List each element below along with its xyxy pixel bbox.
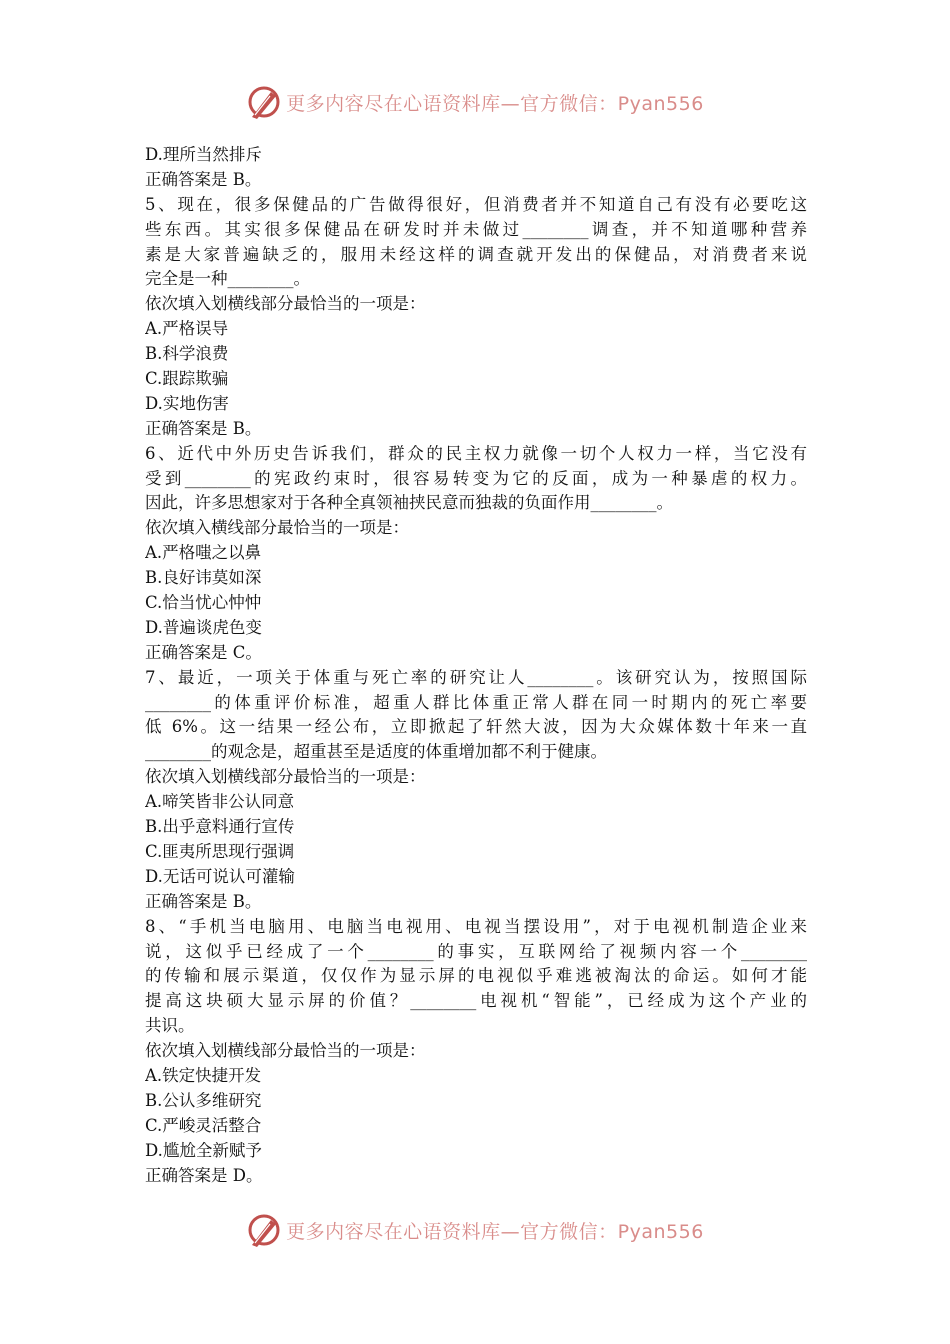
text-line: 低 6%。这一结果一经公布，立即掀起了轩然大波，因为大众媒体数十年来一直	[145, 717, 807, 737]
text-line: D.理所当然排斥	[145, 145, 262, 164]
text-line: 素是大家普遍缺乏的，服用未经这样的调查就开发出的保健品，对消费者来说	[145, 244, 807, 264]
text-line: 依次填入划横线部分最恰当的一项是：	[145, 294, 426, 314]
text-line: 依次填入划横线部分最恰当的一项是：	[145, 767, 426, 787]
text-line: 8、“手机当电脑用、电脑当电视用、电视当摆设用”，对于电视机制造企业来	[145, 916, 807, 936]
text-line: 依次填入横线部分最恰当的一项是：	[145, 518, 409, 538]
text-line: 正确答案是 C。	[145, 642, 262, 662]
text-line: 提高这块硕大显示屏的价值？________电视机“智能”，已经成为这个产业的	[145, 991, 807, 1011]
pen-logo-icon	[246, 1212, 282, 1248]
text-line: 些东西。其实很多保健品在研发时并未做过________调查，并不知道哪种营养	[145, 219, 807, 239]
text-line: B.良好讳莫如深	[145, 568, 262, 588]
text-line: A.啼笑皆非公认同意	[145, 792, 295, 812]
text-line: ________的观念是，超重甚至是适度的体重增加都不利于健康。	[145, 742, 607, 762]
text-line: 因此，许多思想家对于各种全真领袖挟民意而独裁的负面作用________。	[145, 493, 673, 513]
text-line: B.公认多维研究	[145, 1090, 262, 1110]
footer-banner-text: 更多内容尽在心语资料库—官方微信：Pyan556	[286, 1220, 704, 1243]
text-line: 正确答案是 D。	[145, 1165, 263, 1185]
document-body	[145, 143, 807, 1188]
text-line: 正确答案是 B。	[145, 891, 262, 911]
text-line: 共识。	[145, 1016, 195, 1036]
text-line: A.严格嗤之以鼻	[145, 543, 262, 563]
text-line: C.跟踪欺骗	[145, 369, 229, 389]
header-banner	[0, 82, 950, 122]
text-line: D.实地伤害	[145, 393, 229, 413]
footer-banner	[0, 1210, 950, 1250]
text-line: D.无话可说认可灌输	[145, 866, 295, 886]
pen-logo-icon	[246, 84, 282, 120]
text-line: A.严格误导	[145, 319, 229, 339]
text-line: 7、最近，一项关于体重与死亡率的研究让人________。该研究认为，按照国际	[145, 667, 807, 687]
text-line: 正确答案是 B。	[145, 418, 262, 438]
text-line: ________的体重评价标准，超重人群比体重正常人群在同一时期内的死亡率要	[145, 692, 807, 712]
text-line: C.严峻灵活整合	[145, 1115, 262, 1135]
text-line: C.匪夷所思现行强调	[145, 841, 295, 861]
text-line: 完全是一种________。	[145, 269, 310, 289]
text-line: 受到________的宪政约束时，很容易转变为它的反面，成为一种暴虐的权力。	[145, 468, 807, 488]
header-banner-text: 更多内容尽在心语资料库—官方微信：Pyan556	[286, 92, 704, 115]
text-line: 依次填入划横线部分最恰当的一项是：	[145, 1041, 426, 1061]
text-line: B.出乎意料通行宣传	[145, 817, 295, 837]
text-line: 说，这似乎已经成了一个________的事实，互联网给了视频内容一个________	[145, 941, 807, 961]
text-line: 5、现在，很多保健品的广告做得很好，但消费者并不知道自己有没有必要吃这	[145, 194, 807, 214]
text-line: D.尴尬全新赋予	[145, 1140, 262, 1160]
text-line: B.科学浪费	[145, 344, 229, 364]
text-line: A.铁定快捷开发	[145, 1065, 262, 1085]
text-line: C.恰当忧心忡忡	[145, 593, 262, 613]
text-line: D.普遍谈虎色变	[145, 617, 262, 637]
text-line: 6、近代中外历史告诉我们，群众的民主权力就像一切个人权力一样，当它没有	[145, 443, 807, 463]
text-line: 正确答案是 B。	[145, 169, 262, 189]
text-line: 的传输和展示渠道，仅仅作为显示屏的电视似乎难逃被淘汰的命运。如何才能	[145, 966, 807, 986]
